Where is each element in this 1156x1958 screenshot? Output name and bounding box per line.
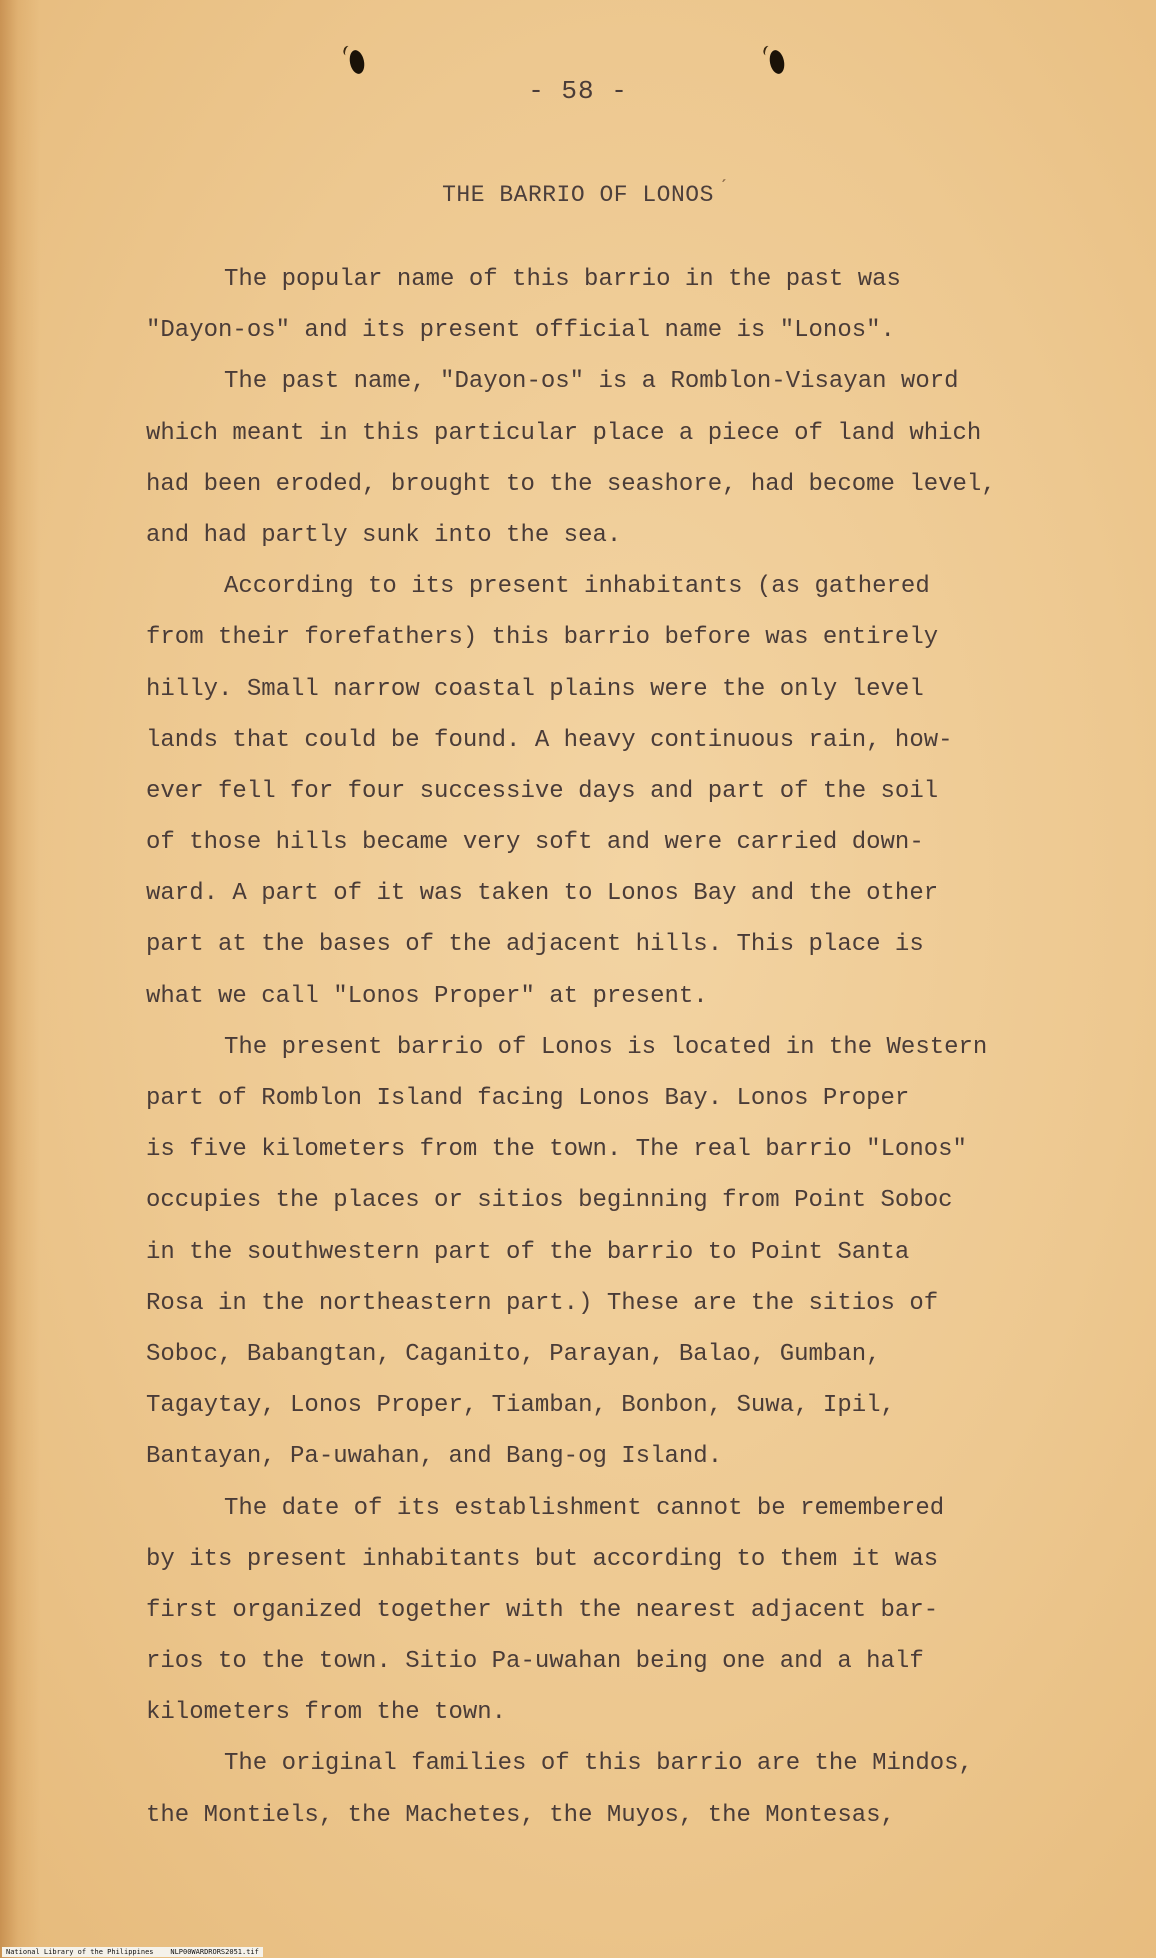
text-line: Bantayan, Pa-uwahan, and Bang-og Island.: [146, 1443, 723, 1471]
scan-footer: National Library of the Philippines NLP00WARDRORS2051.tif: [2, 1947, 263, 1957]
text-line: The date of its establishment cannot be remembered: [224, 1494, 945, 1522]
text-line: ever fell for four successive days and part of the soil: [146, 777, 939, 805]
text-line: first organized together with the nearest adjacent bar-: [146, 1596, 939, 1624]
body-text: [146, 254, 1046, 1841]
text-line: The popular name of this barrio in the past was: [224, 266, 901, 293]
punch-hole-right: [768, 49, 787, 75]
text-line: The original families of this barrio are the Mindos,: [224, 1750, 973, 1778]
text-line: The present barrio of Lonos is located in the Western: [224, 1033, 988, 1061]
text-line: part of Romblon Island facing Lonos Bay. Lonos Proper: [146, 1085, 910, 1112]
text-line: kilometers from the town.: [146, 1699, 507, 1727]
text-line: rios to the town. Sitio Pa-uwahan being one and a half: [146, 1648, 924, 1676]
text-line: what we call "Lonos Proper" at present.: [146, 982, 708, 1010]
text-line: had been eroded, brought to the seashore, had become level,: [146, 470, 996, 498]
text-line: Tagaytay, Lonos Proper, Tiamban, Bonbon, Suwa, Ipil,: [146, 1392, 895, 1420]
text-line: The past name, "Dayon-os" is a Romblon-Visayan word: [224, 368, 959, 396]
text-line: is five kilometers from the town. The real barrio "Lonos": [146, 1136, 967, 1164]
text-line: According to its present inhabitants (as gathered: [224, 573, 930, 601]
text-line: the Montiels, the Machetes, the Muyos, the Montesas,: [146, 1801, 895, 1829]
text-line: Soboc, Babangtan, Caganito, Parayan, Balao, Gumban,: [146, 1340, 881, 1368]
text-line: lands that could be found. A heavy continuous rain, how-: [146, 726, 953, 754]
text-line: ward. A part of it was taken to Lonos Bay and the other: [146, 880, 939, 908]
page-number: - 58 -: [528, 76, 628, 106]
text-line: which meant in this particular place a piece of land which: [146, 419, 982, 447]
text-line: part at the bases of the adjacent hills. This place is: [146, 931, 924, 959]
pencil-tick-mark: ˊ: [718, 178, 731, 201]
text-line: in the southwestern part of the barrio to Point Santa: [146, 1238, 910, 1266]
text-line: and had partly sunk into the sea.: [146, 521, 622, 549]
text-line: occupies the places or sitios beginning from Point Soboc: [146, 1187, 953, 1215]
text-line: by its present inhabitants but according to them it was: [146, 1545, 939, 1573]
text-line: Rosa in the northeastern part.) These are the sitios of: [146, 1289, 939, 1317]
text-line: of those hills became very soft and were carried down-: [146, 829, 924, 857]
text-line: hilly. Small narrow coastal plains were the only level: [146, 675, 924, 703]
page-title: THE BARRIO OF LONOS: [442, 182, 714, 208]
punch-hole-left: [348, 49, 367, 75]
text-line: from their forefathers) this barrio before was entirely: [146, 624, 939, 652]
text-line: "Dayon-os" and its present official name is "Lonos".: [146, 317, 895, 345]
